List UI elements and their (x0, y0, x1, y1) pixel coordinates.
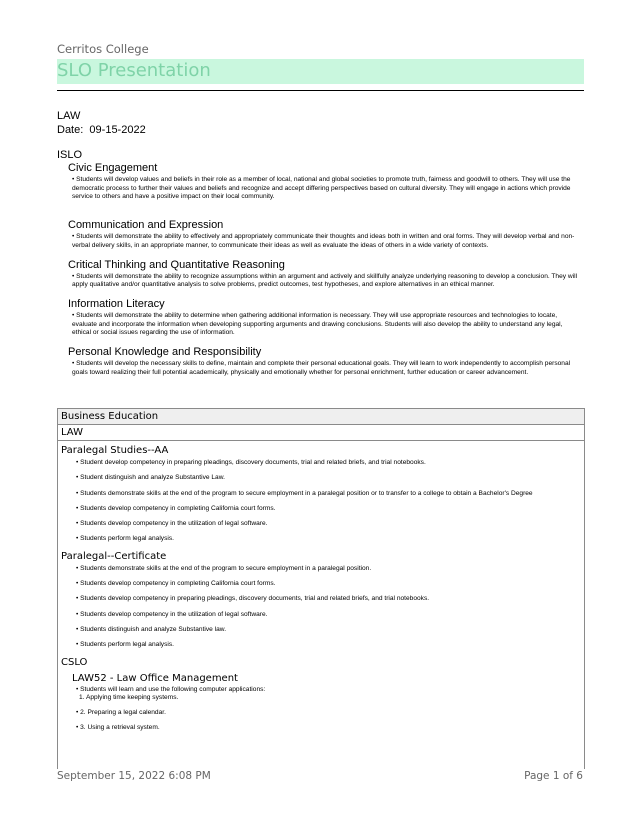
program-title-certificate: Paralegal--Certificate (61, 550, 167, 562)
islo-heading: ISLO (57, 149, 83, 161)
department-label: LAW (57, 110, 81, 122)
islo-title: Information Literacy (68, 297, 165, 310)
islo-item (68, 346, 580, 377)
college-name: Cerritos College (57, 42, 149, 56)
islo-item (68, 259, 580, 290)
course-outcome: • 2. Preparing a legal calendar. (76, 709, 166, 717)
islo-description: • Students will develop the necessary skills to define, maintain and complete their personal educational goals. They will learn to work independently to accomplish personal goals toward realizing their full potential academically, physically and emotionally whether for personal enrichment, further education or career advancement. (72, 360, 571, 376)
course-outcome-line: • Students will learn and use the following computer applications: (76, 685, 266, 693)
islo-title: Critical Thinking and Quantitative Reasoning (68, 258, 285, 271)
islo-list (68, 162, 580, 385)
course-outcome (58, 686, 584, 703)
islo-item (68, 162, 580, 202)
islo-description: • Students will demonstrate the ability to recognize assumptions within an argument and actively and skillfully analyze underlying reasoning to develop a conclusion. They will apply qualitative and/or quantitative analysis to solve problems, predict outcomes, test hypotheses, and explore alternatives in an ethical manner. (72, 272, 578, 289)
islo-title: Communication and Expression (68, 219, 224, 232)
course-title: LAW52 - Law Office Management (72, 672, 238, 684)
header-divider (57, 90, 584, 91)
course-outcome: • 3. Using a retrieval system. (76, 724, 160, 732)
program-outcome: • Students perform legal analysis. (76, 535, 174, 543)
division-header: Business Education (58, 409, 584, 425)
islo-description: • Students will demonstrate the ability to determine when gathering additional information is necessary. They will use appropriate resources and technologies to locate, evaluate and incorporate the information when developing supporting arguments and drawing conclusions. Students will also develop the ability to understand any legal, ethical or social issues regarding the use of information. (72, 311, 563, 337)
islo-description: • Students will demonstrate the ability to effectively and appropriately communicate their thoughts and ideas both in written and oral forms. They will develop verbal and non-verbal delivery skills, in an appropriate manner, to communicate their ideas as well as evaluate the ideas of others in a wide variety of contexts. (72, 233, 575, 249)
date-label: Date: (57, 124, 84, 136)
program-outcome: • Students distinguish and analyze Substantive law. (76, 625, 227, 633)
cslo-heading: CSLO (61, 656, 88, 668)
program-outcome: • Students demonstrate skills at the end of the program to secure employment in a paralegal position or to transfer to a college to obtain a Bachelor's Degree (76, 489, 533, 497)
islo-title: Civic Engagement (68, 162, 158, 174)
footer-timestamp: September 15, 2022 6:08 PM (57, 770, 211, 782)
program-outcome: • Students develop competency in completing California court forms. (76, 504, 276, 512)
program-outcome: • Students develop competency in the utilization of legal software. (76, 610, 268, 618)
program-title-aa: Paralegal Studies--AA (61, 445, 169, 456)
islo-item (68, 298, 580, 338)
islo-title: Personal Knowledge and Responsibility (68, 346, 262, 359)
islo-description: • Students will develop values and beliefs in their role as a member of local, national and global societies to promote truth, fairness and goodwill to others. They will use the democratic process to further their values and beliefs and recognize and accept differing perspectives based on cultural diversity. They will engage in actions which provide service to others and have a positive impact on their local community. (72, 176, 571, 201)
date-row (57, 124, 146, 136)
program-section (57, 408, 585, 769)
program-outcome: • Student distinguish and analyze Substantive Law. (76, 474, 225, 482)
program-outcome: • Students demonstrate skills at the end of the program to secure employment in a paralegal position. (76, 564, 372, 572)
department-header: LAW (58, 425, 584, 441)
footer-page-number: Page 1 of 6 (524, 770, 583, 782)
date-value: 09-15-2022 (89, 124, 146, 136)
page-title: SLO Presentation (57, 60, 211, 81)
program-outcome: • Students develop competency in the utilization of legal software. (76, 520, 268, 528)
program-outcome: • Students develop competency in completing California court forms. (76, 580, 276, 588)
program-outcome: • Student develop competency in preparing pleadings, discovery documents, trial and related briefs, and trial notebooks. (76, 459, 426, 466)
title-band (57, 59, 584, 84)
course-outcome-line: 1. Applying time keeping systems. (79, 693, 179, 701)
program-outcome: • Students develop competency in preparing pleadings, discovery documents, trial and related briefs, and trial notebooks. (76, 595, 430, 603)
islo-item (68, 219, 580, 250)
program-outcome: • Students perform legal analysis. (76, 641, 174, 649)
